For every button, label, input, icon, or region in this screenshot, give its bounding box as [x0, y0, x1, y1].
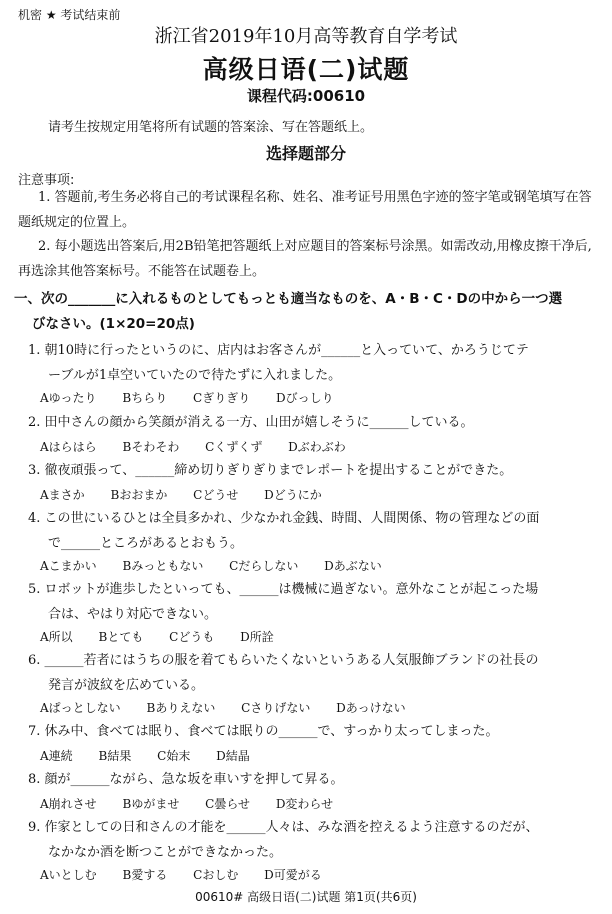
- option-b[interactable]: Bおおまか: [110, 488, 168, 502]
- option-b[interactable]: Bみっともない: [122, 559, 204, 573]
- option-c[interactable]: Cくずくず: [205, 440, 263, 454]
- option-b[interactable]: B結果: [98, 749, 132, 763]
- question-4-options: [40, 557, 404, 574]
- question-8: [28, 767, 598, 792]
- part-header-line1: 一、次の_______に入れるものとしてもっとも適当なものを、A・B・C・Dの中から一つ選: [14, 291, 563, 307]
- option-d[interactable]: Dあっけない: [336, 701, 406, 715]
- question-6-options: [40, 699, 428, 716]
- option-d[interactable]: D変わらせ: [275, 797, 334, 811]
- option-d[interactable]: D所詮: [240, 630, 274, 644]
- question-2-options: [40, 438, 368, 455]
- question-3: [28, 458, 598, 483]
- exam-title: 浙江省2019年10月高等教育自学考试: [154, 26, 458, 47]
- option-a[interactable]: Aいとしむ: [40, 868, 97, 882]
- question-text-cont: 発言が波紋を広めている。: [48, 678, 205, 693]
- question-text-cont: なかなか酒を断つことができなかった。: [48, 845, 283, 860]
- option-b[interactable]: Bゆがませ: [122, 797, 180, 811]
- question-1: [28, 338, 598, 388]
- option-d[interactable]: Dあぶない: [324, 559, 382, 573]
- question-7: [28, 719, 598, 744]
- option-c[interactable]: C始末: [157, 749, 191, 763]
- option-c[interactable]: Cどうせ: [193, 488, 239, 502]
- option-b[interactable]: Bそわそわ: [122, 440, 180, 454]
- question-9: [28, 815, 598, 865]
- option-a[interactable]: A連続: [40, 749, 73, 763]
- option-a[interactable]: Aはらはら: [40, 440, 97, 454]
- note-1: 1. 答题前,考生务必将自己的考试课程名称、姓名、准考证号用黑色字迹的签字笔或钢笔填写在答题纸规定的位置上。: [18, 190, 592, 230]
- note-2: 2. 每小题选出答案后,用2B铅笔把答题纸上对应题目的答案标号涂黑。如需改动,用橡皮擦干净后,再选涂其他答案标号。不能答在试题卷上。: [18, 239, 592, 279]
- question-text: 6. ______若者にはうちの服を着てもらいたくないというある人気服飾ブランドの社長の: [28, 653, 539, 668]
- notes-title: 注意事项:: [18, 173, 75, 188]
- question-2: [28, 410, 598, 435]
- question-text: 4. この世にいるひとは全員多かれ、少なかれ金銭、時間、人間関係、物の管理などの面: [28, 511, 540, 526]
- option-a[interactable]: Aこまかい: [40, 559, 97, 573]
- question-6: [28, 648, 598, 698]
- option-d[interactable]: Dどうにか: [264, 488, 322, 502]
- question-5: [28, 577, 598, 627]
- option-a[interactable]: A崩れさせ: [40, 797, 97, 811]
- confidential-label: 机密 ★ 考试结束前: [18, 8, 121, 22]
- option-c[interactable]: C曇らせ: [205, 797, 250, 811]
- course-code: 课程代码:00610: [246, 87, 366, 105]
- option-b[interactable]: Bちらり: [122, 391, 168, 405]
- question-7-options: [40, 747, 272, 764]
- question-1-options: [40, 389, 356, 406]
- option-c[interactable]: Cおしむ: [193, 868, 239, 882]
- question-text: 5. ロボットが進歩したといっても、______は機械に過ぎない。意外なことが起こった場: [28, 582, 539, 597]
- answer-instruction: 请考生按规定用笔将所有试题的答案涂、写在答题纸上。: [48, 120, 374, 135]
- subject-title: 高级日语(二)试题: [202, 55, 410, 84]
- option-b[interactable]: Bとても: [98, 630, 144, 644]
- option-c[interactable]: Cさりげない: [241, 701, 311, 715]
- option-d[interactable]: Dぶわぶわ: [288, 440, 346, 454]
- question-text-cont: 合は、やはり対応できない。: [48, 607, 218, 622]
- page-footer: 00610# 高级日语(二)试题 第1页(共6页): [195, 890, 417, 904]
- option-a[interactable]: Aまさか: [40, 488, 85, 502]
- question-text: 7. 休み中、食べては眠り、食べては眠りの______で、すっかり太ってしまった。: [28, 724, 499, 739]
- question-text: 3. 徹夜頑張って、______締め切りぎりぎりまでレポートを提出することができた。: [28, 463, 513, 478]
- option-a[interactable]: Aゆったり: [40, 391, 97, 405]
- question-5-options: [40, 628, 296, 645]
- option-b[interactable]: B愛する: [122, 868, 168, 882]
- question-text: 1. 朝10時に行ったというのに、店内はお客さんが______と入っていて、かろうじてテ: [28, 343, 529, 358]
- question-4: [28, 506, 598, 556]
- option-c[interactable]: Cぎりぎり: [193, 391, 251, 405]
- option-d[interactable]: Dびっしり: [276, 391, 334, 405]
- question-8-options: [40, 795, 355, 812]
- question-text: 2. 田中さんの顔から笑顔が消える一方、山田が嬉しそうに______している。: [28, 415, 474, 430]
- option-c[interactable]: Cだらしない: [229, 559, 299, 573]
- option-a[interactable]: A所以: [40, 630, 73, 644]
- part-header-line2: びなさい。(1×20=20点): [32, 316, 195, 332]
- section-title: 选择题部分: [265, 144, 346, 163]
- question-9-options: [40, 866, 344, 883]
- option-a[interactable]: Aぱっとしない: [40, 701, 121, 715]
- question-text: 9. 作家としての日和さんの才能を______人々は、みな酒を控えるよう注意するのだが、: [28, 820, 539, 835]
- question-text-cont: で______ところがあるとおもう。: [48, 536, 244, 551]
- option-b[interactable]: Bありえない: [146, 701, 216, 715]
- question-text-cont: ーブルが1卓空いていたので待たずに入れました。: [48, 368, 342, 383]
- option-d[interactable]: D可愛がる: [264, 868, 322, 882]
- question-3-options: [40, 486, 344, 503]
- question-text: 8. 顔が______ながら、急な坂を車いすを押して昇る。: [28, 772, 344, 787]
- part-header: [14, 287, 598, 337]
- option-d[interactable]: D結晶: [216, 749, 250, 763]
- option-c[interactable]: Cどうも: [169, 630, 215, 644]
